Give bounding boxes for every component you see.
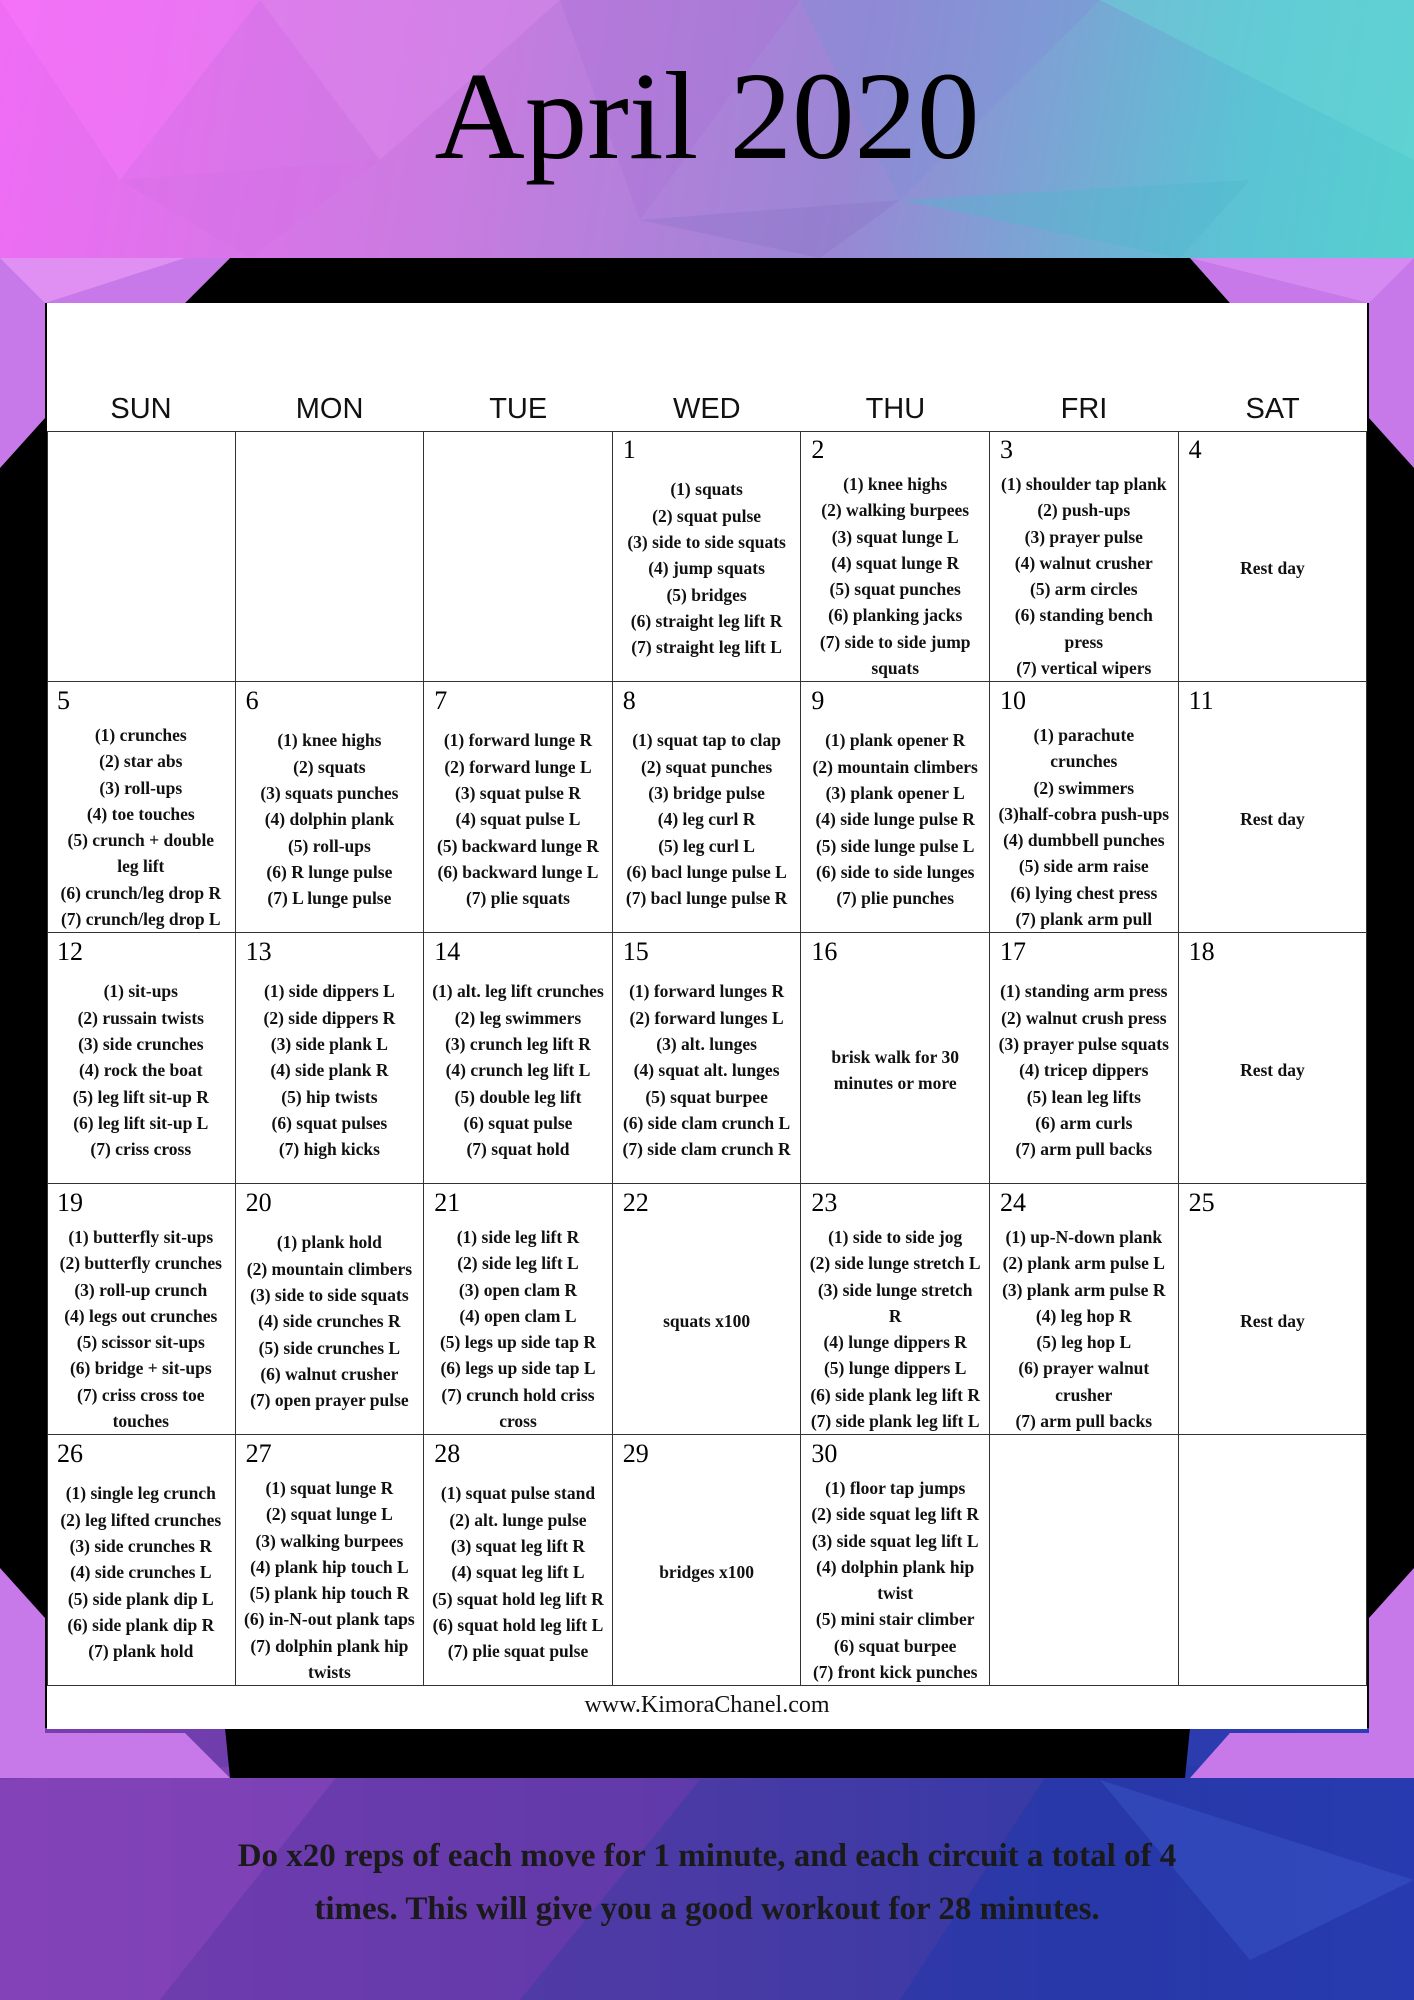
exercise-item: cross: [499, 1411, 537, 1432]
exercise-item: twists: [308, 1662, 351, 1683]
exercise-list: [613, 727, 801, 911]
exercise-item: (1) squat tap to clap: [632, 730, 781, 751]
grid-left-border: [47, 431, 48, 1686]
exercise-item: (2) forward lunges L: [629, 1007, 784, 1028]
exercise-item: (7) vertical wipers: [1016, 658, 1152, 679]
day-number: 4: [1188, 435, 1202, 464]
exercise-item: (3) roll-ups: [99, 777, 183, 798]
exercise-list: [424, 1224, 612, 1434]
exercise-list: [47, 722, 235, 932]
day-number: 9: [811, 686, 825, 715]
exercise-item: (3) side squat leg lift L: [811, 1530, 979, 1551]
exercise-item: (6) standing bench: [1014, 605, 1153, 626]
day-cell-14: [424, 933, 613, 1184]
exercise-list: [613, 476, 801, 660]
exercise-item: (3) side lunge stretch: [817, 1279, 973, 1300]
exercise-item: (6) side plank leg lift R: [810, 1384, 981, 1405]
empty-day-cell: [1179, 1435, 1368, 1686]
exercise-item: Rest day: [1240, 558, 1305, 579]
exercise-item: (7) straight leg lift L: [631, 637, 782, 658]
exercise-item: (1) forward lunges R: [629, 981, 785, 1002]
exercise-list: [990, 471, 1178, 681]
exercise-item: (4) side crunches R: [258, 1311, 401, 1332]
exercise-item: (5) double leg lift: [454, 1086, 582, 1107]
day-cell-13: [236, 933, 425, 1184]
exercise-item: (5) crunch + double: [67, 830, 215, 851]
exercise-item: (4) walnut crusher: [1014, 552, 1153, 573]
exercise-item: (1) shoulder tap plank: [1001, 474, 1167, 494]
exercise-item: (3) side plank L: [270, 1034, 388, 1055]
exercise-item: (3)half-cobra push-ups: [998, 803, 1170, 824]
exercise-item: (1) knee highs: [843, 474, 948, 494]
calendar-grid: [47, 431, 1367, 1686]
exercise-item: (1) sit-ups: [103, 981, 178, 1002]
day-cell-15: [613, 933, 802, 1184]
exercise-item: (6) side to side lunges: [815, 861, 975, 882]
exercise-item: (1) butterfly sit-ups: [68, 1227, 214, 1247]
exercise-item: (2) squat pulse: [652, 505, 762, 526]
exercise-item: (6) arm curls: [1035, 1112, 1133, 1133]
day-number: 23: [811, 1188, 838, 1217]
exercise-item: (7) criss cross: [90, 1139, 192, 1160]
exercise-item: (1) up-N-down plank: [1005, 1227, 1163, 1247]
exercise-item: (7) side to side jump: [819, 631, 971, 652]
exercise-item: (3) walking burpees: [255, 1530, 404, 1551]
exercise-item: (2) mountain climbers: [812, 756, 978, 777]
day-number: 5: [57, 686, 70, 715]
exercise-item: (5) squat burpee: [645, 1086, 768, 1107]
exercise-item: (2) leg lifted crunches: [60, 1509, 222, 1530]
day-number: 6: [245, 686, 259, 715]
day-number: 28: [434, 1439, 461, 1468]
exercise-item: (2) side dippers R: [263, 1007, 396, 1028]
exercise-item: (5) side plank dip L: [67, 1588, 214, 1609]
day-number: 15: [622, 937, 649, 966]
exercise-item: (3) squat leg lift R: [450, 1536, 586, 1557]
exercise-item: (3) side to side squats: [250, 1285, 409, 1306]
website-link[interactable]: www.KimoraChanel.com: [584, 1692, 830, 1718]
exercise-item: (2) swimmers: [1033, 777, 1135, 798]
day-number: 29: [622, 1439, 649, 1468]
exercise-item: (1) squat pulse stand: [440, 1483, 596, 1504]
exercise-item: (4) squat leg lift L: [451, 1562, 585, 1583]
exercise-item: (2) leg swimmers: [454, 1007, 582, 1028]
exercise-item: crusher: [1055, 1384, 1113, 1405]
exercise-item: (3) side crunches: [78, 1034, 204, 1055]
exercise-item: (5) plank hip touch R: [249, 1583, 410, 1604]
exercise-item: (5) side arm raise: [1018, 856, 1149, 877]
exercise-item: (4) open clam L: [459, 1305, 577, 1326]
exercise-item: (1) crunches: [94, 725, 187, 745]
day-number: 10: [1000, 686, 1026, 715]
exercise-item: (6) planking jacks: [828, 605, 963, 626]
day-number: 20: [245, 1188, 272, 1217]
day-cell-24: [990, 1184, 1179, 1435]
exercise-item: (4) squat pulse L: [455, 809, 581, 830]
day-number: 2: [811, 435, 825, 464]
exercise-list: [990, 978, 1178, 1162]
exercise-item: (7) front kick punches: [812, 1662, 978, 1683]
exercise-item: (2) walking burpees: [821, 500, 970, 521]
exercise-item: (5) roll-ups: [287, 835, 371, 856]
exercise-item: (5) hip twists: [281, 1086, 378, 1107]
exercise-item: (2) star abs: [99, 751, 183, 772]
exercise-item: (7) arm pull backs: [1015, 1411, 1153, 1432]
exercise-item: (5) leg lift sit-up R: [72, 1086, 209, 1107]
exercise-item: (3) squats punches: [260, 783, 399, 804]
exercise-list: [801, 1475, 989, 1685]
exercise-list: [801, 1044, 989, 1097]
exercise-item: (4) squat alt. lunges: [633, 1060, 780, 1081]
weekday-sat: SAT: [1245, 393, 1300, 425]
day-number: 18: [1188, 937, 1215, 966]
exercise-list: [236, 727, 424, 911]
day-number: 12: [57, 937, 83, 966]
exercise-item: (5) legs up side tap R: [439, 1332, 597, 1353]
day-cell-25: [1179, 1184, 1368, 1435]
day-cell-8: [613, 682, 802, 933]
exercise-item: (3) crunch leg lift R: [445, 1034, 591, 1055]
exercise-item: bridges x100: [659, 1562, 754, 1583]
day-cell-2: [801, 431, 990, 682]
exercise-item: (7) squat hold: [466, 1139, 570, 1160]
day-cell-7: [424, 682, 613, 933]
day-number: 30: [811, 1439, 838, 1468]
exercise-item: (5) side lunge pulse L: [815, 835, 975, 856]
exercise-item: (5) squat punches: [829, 579, 961, 600]
exercise-item: (5) lunge dippers L: [823, 1358, 967, 1379]
exercise-list: [1179, 806, 1367, 832]
exercise-item: Rest day: [1240, 1060, 1305, 1081]
exercise-item: (5) lean leg lifts: [1026, 1086, 1141, 1107]
exercise-list: [613, 1559, 801, 1585]
exercise-item: (1) floor tap jumps: [825, 1478, 966, 1498]
exercise-item: (4) dumbbell punches: [1003, 830, 1165, 851]
day-cell-23: [801, 1184, 990, 1435]
exercise-item: (6) leg lift sit-up L: [73, 1112, 209, 1133]
exercise-item: (3) bridge pulse: [648, 783, 765, 804]
instructions-line-2: times. This will give you a good workout for 28 minutes.: [314, 1891, 1100, 1927]
weekday-thu: THU: [865, 393, 926, 425]
day-cell-19: [47, 1184, 236, 1435]
day-cell-29: [613, 1435, 802, 1686]
day-cell-16: [801, 933, 990, 1184]
exercise-item: (7) bacl lunge pulse R: [625, 888, 788, 909]
day-cell-28: [424, 1435, 613, 1686]
exercise-item: (2) push-ups: [1037, 500, 1131, 521]
day-cell-22: [613, 1184, 802, 1435]
exercise-list: [613, 978, 801, 1162]
exercise-item: (6) walnut crusher: [260, 1363, 399, 1384]
exercise-item: (1) alt. leg lift crunches: [432, 981, 604, 1002]
exercise-item: (6) side clam crunch L: [622, 1112, 791, 1133]
exercise-item: (6) in-N-out plank taps: [244, 1609, 415, 1630]
exercise-list: [801, 471, 989, 681]
exercise-item: (6) squat burpee: [833, 1635, 957, 1656]
exercise-list: [613, 1308, 801, 1334]
exercise-item: R: [888, 1305, 902, 1326]
day-cell-5: [47, 682, 236, 933]
day-number: 22: [622, 1188, 649, 1217]
day-cell-3: [990, 431, 1179, 682]
exercise-item: (2) squat lunge L: [265, 1504, 393, 1525]
exercise-item: (2) squat punches: [640, 756, 773, 777]
exercise-item: (6) side plank dip R: [67, 1614, 215, 1635]
exercise-item: (3) side to side squats: [627, 532, 786, 553]
exercise-item: (7) side clam crunch R: [622, 1139, 791, 1160]
exercise-item: (1) plank hold: [276, 1232, 382, 1253]
day-number: 7: [434, 686, 448, 715]
exercise-item: (4) dolphin plank: [264, 809, 395, 830]
exercise-item: (4) leg hop R: [1035, 1305, 1132, 1326]
exercise-list: [801, 727, 989, 911]
exercise-item: (4) plank hip touch L: [250, 1556, 409, 1577]
exercise-item: (2) plank arm pulse L: [1002, 1253, 1165, 1274]
exercise-item: (6) squat hold leg lift L: [432, 1614, 604, 1635]
exercise-item: (3) plank opener L: [825, 783, 965, 804]
exercise-item: crunches: [1050, 751, 1118, 772]
exercise-item: (2) forward lunge L: [444, 756, 592, 777]
day-cell-21: [424, 1184, 613, 1435]
exercise-item: (6) crunch/leg drop R: [60, 882, 222, 903]
day-number: 25: [1188, 1188, 1215, 1217]
exercise-list: [236, 1229, 424, 1413]
exercise-list: [1179, 1057, 1367, 1083]
exercise-item: (4) squat lunge R: [831, 552, 960, 573]
exercise-item: (7) plie punches: [836, 888, 955, 909]
exercise-item: (7) crunch hold criss: [441, 1384, 595, 1405]
exercise-list: [424, 978, 612, 1162]
empty-day-cell: [990, 1435, 1179, 1686]
weekday-wed: WED: [672, 393, 741, 425]
exercise-list: [236, 978, 424, 1162]
exercise-item: (5) scissor sit-ups: [76, 1332, 205, 1353]
exercise-item: (7) plie squats: [465, 888, 570, 909]
day-cell-20: [236, 1184, 425, 1435]
day-number: 19: [57, 1188, 83, 1217]
exercise-list: [47, 1480, 235, 1664]
exercise-item: (1) forward lunge R: [443, 730, 593, 751]
exercise-list: [990, 722, 1178, 932]
exercise-item: (3) roll-up crunch: [74, 1279, 208, 1300]
day-cell-12: [47, 933, 236, 1184]
exercise-item: (7) dolphin plank hip: [250, 1635, 409, 1656]
exercise-item: (1) parachute: [1033, 725, 1135, 745]
exercise-item: (4) leg curl R: [657, 809, 756, 830]
exercise-item: (3) open clam R: [458, 1279, 578, 1300]
day-number: 26: [57, 1439, 83, 1468]
exercise-item: (4) toe touches: [86, 803, 195, 824]
exercise-item: (6) R lunge pulse: [266, 861, 393, 882]
exercise-item: (4) rock the boat: [78, 1060, 203, 1081]
exercise-item: (1) side to side jog: [828, 1227, 963, 1247]
day-number: 1: [622, 435, 636, 464]
exercise-list: [424, 1480, 612, 1664]
exercise-item: (3) prayer pulse: [1024, 526, 1143, 547]
day-number: 11: [1188, 686, 1214, 715]
exercise-item: (1) squats: [670, 479, 743, 500]
exercise-item: (1) side dippers L: [264, 981, 395, 1002]
exercise-item: (7) open prayer pulse: [250, 1390, 409, 1411]
exercise-item: Rest day: [1240, 1311, 1305, 1332]
exercise-item: (1) side leg lift R: [456, 1227, 580, 1247]
day-cell-11: [1179, 682, 1368, 933]
exercise-item: (7) arm pull backs: [1015, 1139, 1153, 1160]
exercise-item: (7) criss cross toe: [77, 1384, 205, 1405]
exercise-item: (3) prayer pulse squats: [998, 1034, 1169, 1055]
day-cell-18: [1179, 933, 1368, 1184]
weekday-fri: FRI: [1060, 393, 1108, 425]
exercise-item: (4) side plank R: [270, 1060, 389, 1081]
exercise-item: (4) lunge dippers R: [823, 1332, 967, 1353]
day-cell-4: [1179, 431, 1368, 682]
day-cell-30: [801, 1435, 990, 1686]
exercise-item: (6) squat pulse: [463, 1112, 573, 1133]
exercise-item: (5) arm circles: [1030, 579, 1138, 600]
exercise-item: (4) tricep dippers: [1019, 1060, 1149, 1081]
exercise-item: (6) legs up side tap L: [440, 1358, 596, 1379]
day-number: 24: [1000, 1188, 1026, 1217]
exercise-list: [47, 978, 235, 1162]
exercise-item: (7) plie squat pulse: [447, 1641, 589, 1662]
day-cell-10: [990, 682, 1179, 933]
exercise-item: (5) bridges: [666, 584, 747, 605]
empty-day-cell: [47, 431, 236, 682]
exercise-item: (6) straight leg lift R: [630, 610, 783, 631]
exercise-item: (7) L lunge pulse: [267, 888, 392, 909]
exercise-item: (1) single leg crunch: [65, 1483, 216, 1504]
exercise-item: squats x100: [663, 1311, 751, 1332]
exercise-item: (2) butterfly crunches: [59, 1253, 222, 1274]
weekday-sun: SUN: [110, 393, 172, 425]
exercise-item: (2) side leg lift L: [457, 1253, 579, 1274]
exercise-item: (6) prayer walnut: [1018, 1358, 1150, 1379]
exercise-item: (4) side crunches L: [70, 1562, 212, 1583]
exercise-item: (4) crunch leg lift L: [445, 1060, 591, 1081]
exercise-item: (2) russain twists: [77, 1007, 204, 1028]
exercise-item: (5) backward lunge R: [437, 835, 599, 856]
exercise-item: (4) side lunge pulse R: [815, 809, 975, 830]
exercise-list: [236, 1475, 424, 1685]
instructions-line-1: Do x20 reps of each move for 1 minute, and each circuit a total of 4: [237, 1838, 1177, 1874]
weekday-header-row: [47, 393, 1367, 433]
day-number: 14: [434, 937, 461, 966]
weekday-mon: MON: [295, 393, 364, 425]
weekday-tue: TUE: [489, 393, 548, 425]
day-number: 27: [245, 1439, 272, 1468]
exercise-item: (3) plank arm pulse R: [1002, 1279, 1166, 1300]
exercise-list: [1179, 555, 1367, 581]
day-cell-9: [801, 682, 990, 933]
exercise-item: (1) standing arm press: [1000, 981, 1168, 1002]
exercise-item: (1) plank opener R: [825, 730, 966, 751]
exercise-item: (4) legs out crunches: [64, 1305, 218, 1326]
exercise-item: (2) mountain climbers: [246, 1258, 413, 1279]
exercise-item: (5) leg hop L: [1036, 1332, 1132, 1353]
exercise-item: (2) alt. lunge pulse: [449, 1509, 587, 1530]
exercise-item: (1) squat lunge R: [265, 1478, 394, 1498]
calendar-sheet: [47, 303, 1367, 1729]
day-cell-27: [236, 1435, 425, 1686]
page-title: April 2020: [434, 48, 980, 186]
day-number: 21: [434, 1188, 461, 1217]
exercise-item: touches: [112, 1411, 169, 1432]
exercise-item: Rest day: [1240, 809, 1305, 830]
exercise-item: (7) plank hold: [88, 1641, 194, 1662]
day-cell-17: [990, 933, 1179, 1184]
exercise-item: (3) alt. lunges: [656, 1034, 757, 1055]
exercise-list: [47, 1224, 235, 1434]
exercise-item: (6) lying chest press: [1010, 882, 1158, 903]
exercise-item: (7) crunch/leg drop L: [60, 909, 221, 930]
exercise-item: (7) plank arm pull: [1015, 909, 1153, 930]
exercise-item: (5) squat hold leg lift R: [432, 1588, 604, 1609]
exercise-item: (2) squats: [293, 756, 366, 777]
exercise-item: (6) backward lunge L: [437, 861, 599, 882]
exercise-item: (6) bridge + sit-ups: [69, 1358, 212, 1379]
exercise-item: (6) bacl lunge pulse L: [626, 861, 787, 882]
exercise-list: [801, 1224, 989, 1434]
exercise-item: twist: [877, 1583, 914, 1604]
exercise-item: press: [1064, 631, 1104, 652]
exercise-item: (3) squat lunge L: [831, 526, 959, 547]
day-number: 16: [811, 937, 838, 966]
exercise-item: (5) mini stair climber: [815, 1609, 975, 1630]
exercise-list: [1179, 1308, 1367, 1334]
exercise-item: (7) high kicks: [278, 1139, 380, 1160]
exercise-item: (4) dolphin plank hip: [816, 1556, 975, 1577]
exercise-list: [424, 727, 612, 911]
exercise-item: (6) squat pulses: [271, 1112, 388, 1133]
day-number: 3: [1000, 435, 1013, 464]
exercise-item: (3) squat pulse R: [455, 783, 581, 804]
empty-day-cell: [236, 431, 425, 682]
exercise-item: (2) side squat leg lift R: [811, 1504, 980, 1525]
exercise-item: squats: [871, 658, 920, 679]
day-cell-1: [613, 431, 802, 682]
exercise-item: (5) leg curl L: [658, 835, 755, 856]
exercise-item: (7) side plank leg lift L: [810, 1411, 980, 1432]
exercise-item: (2) side lunge stretch L: [809, 1253, 981, 1274]
day-number: 13: [245, 937, 272, 966]
day-cell-6: [236, 682, 425, 933]
instructions-text: [0, 1830, 1414, 1936]
exercise-item: brisk walk for 30: [831, 1047, 959, 1068]
exercise-item: leg lift: [117, 856, 165, 877]
exercise-list: [990, 1224, 1178, 1434]
exercise-item: minutes or more: [833, 1073, 957, 1094]
exercise-item: (2) walnut crush press: [1001, 1007, 1167, 1028]
empty-day-cell: [424, 431, 613, 682]
day-number: 17: [1000, 937, 1026, 966]
exercise-item: (4) jump squats: [648, 558, 765, 579]
exercise-item: (1) knee highs: [277, 730, 382, 751]
exercise-item: (5) side crunches L: [258, 1337, 401, 1358]
day-cell-26: [47, 1435, 236, 1686]
day-number: 8: [622, 686, 636, 715]
exercise-item: (3) side crunches R: [69, 1536, 212, 1557]
